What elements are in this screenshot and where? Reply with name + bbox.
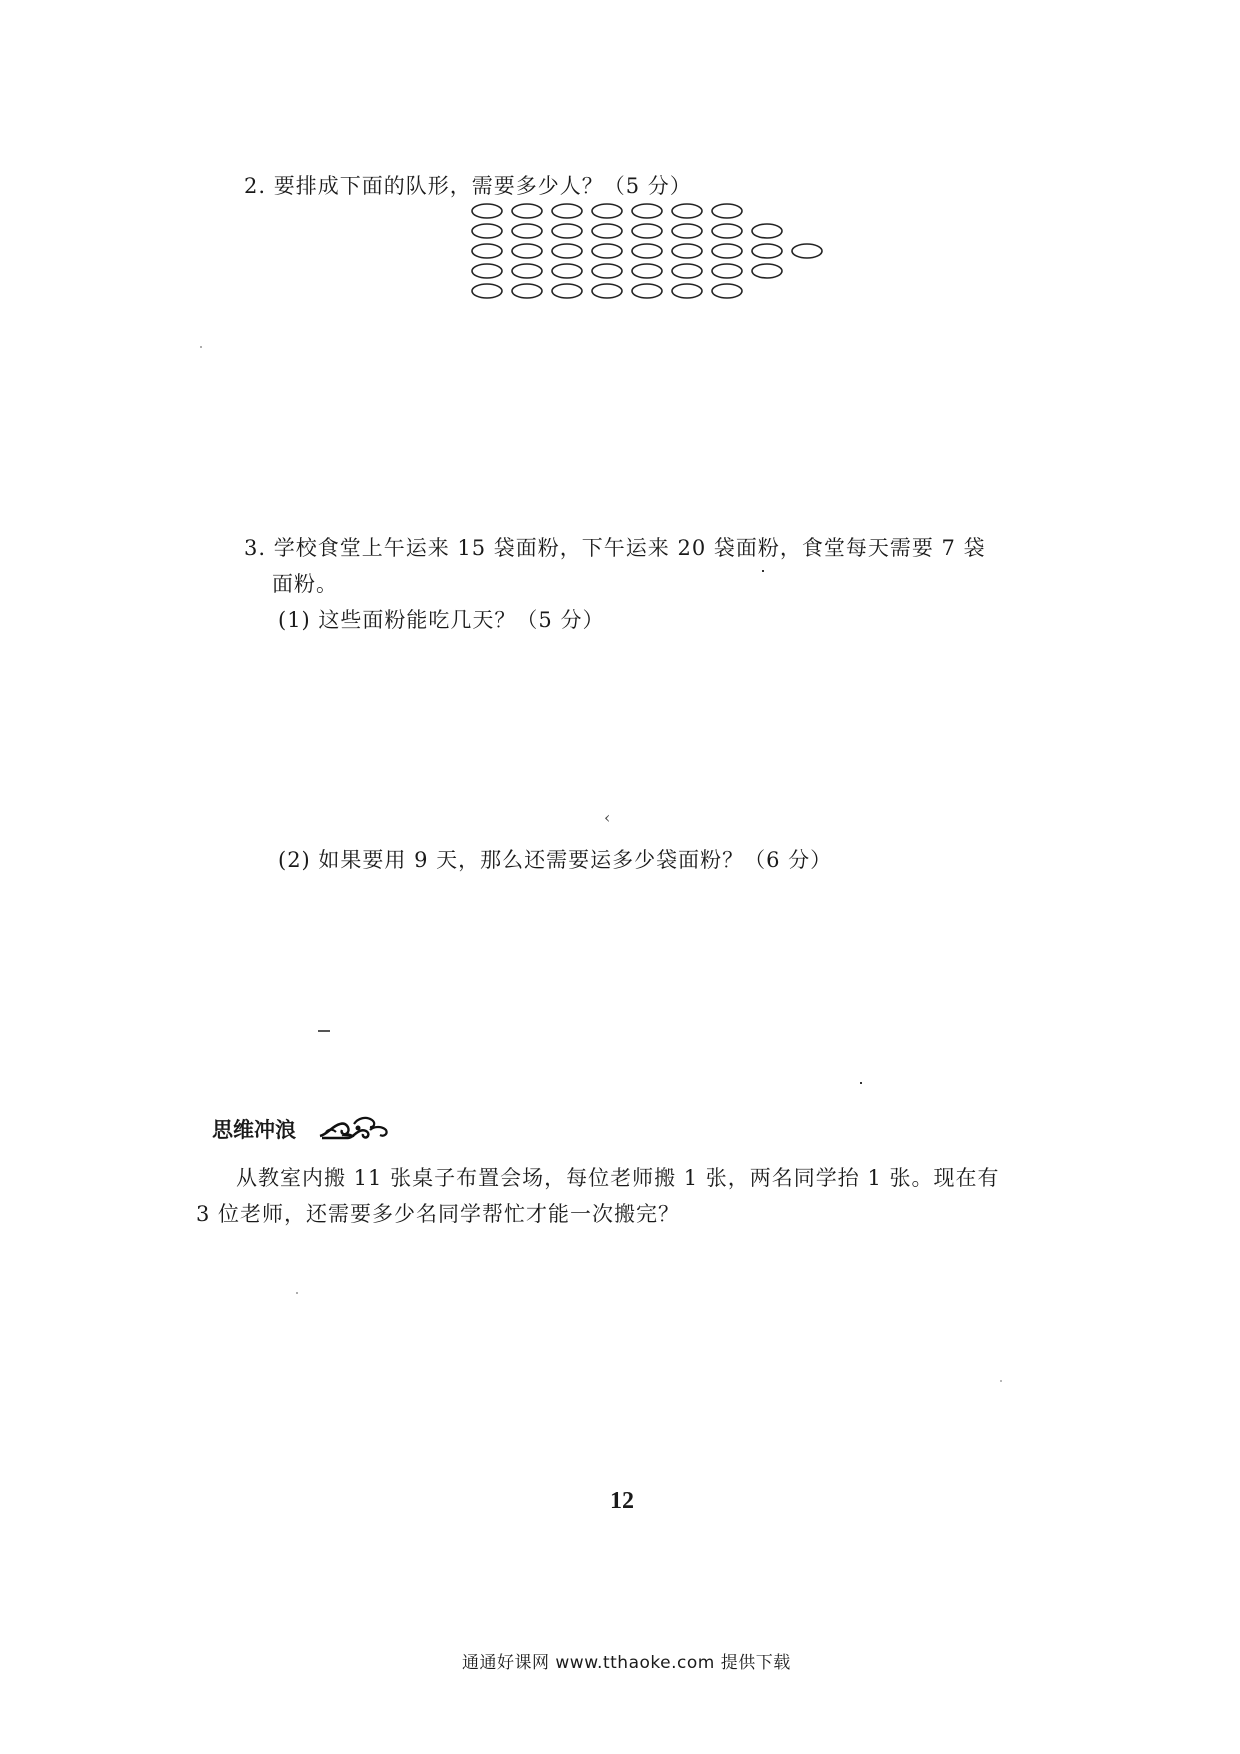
thinking-problem-line-2: 3 位老师，还需要多少名同学帮忙才能一次搬完？ [196,1202,681,1226]
person-ellipse [512,224,542,238]
person-ellipse [592,224,622,238]
person-ellipse [752,264,782,278]
person-ellipse [752,244,782,258]
person-ellipse [712,244,742,258]
person-ellipse [672,244,702,258]
formation-svg [470,200,834,306]
person-ellipse [632,224,662,238]
person-ellipse [512,264,542,278]
person-ellipse [552,244,582,258]
person-ellipse [472,204,502,218]
scan-speck [1000,1380,1002,1382]
person-ellipse [712,264,742,278]
person-ellipse [472,244,502,258]
person-ellipse [672,204,702,218]
scan-speck [200,346,202,348]
question-3-line-2: 面粉。 [272,572,338,596]
thinking-problem-line-1: 从教室内搬 11 张桌子布置会场，每位老师搬 1 张，两名同学抬 1 张。现在有 [236,1166,1000,1190]
person-ellipse [712,224,742,238]
person-ellipse [592,204,622,218]
thinking-section-title: 思维冲浪 [212,1117,296,1142]
dash-mark [318,1030,330,1032]
person-ellipse [512,244,542,258]
person-ellipse [592,244,622,258]
footer-download-note[interactable]: 通通好课网 www.tthaoke.com 提供下载 [462,1653,791,1673]
question-3-line-1: 3. 学校食堂上午运来 15 袋面粉，下午运来 20 袋面粉，食堂每天需要 7 袋 [244,536,986,560]
stray-mark: ‹ [604,808,611,827]
person-ellipse [552,224,582,238]
person-ellipse [672,224,702,238]
question-2-text: 2. 要排成下面的队形，需要多少人？（5 分） [244,174,692,198]
person-ellipse [592,264,622,278]
question-3-sub-2: (2) 如果要用 9 天，那么还需要运多少袋面粉？（6 分） [278,848,833,872]
person-ellipse [792,244,822,258]
person-ellipse [632,204,662,218]
question-3-sub-1: (1) 这些面粉能吃几天？（5 分） [278,608,605,632]
person-ellipse [472,284,502,298]
person-ellipse [472,264,502,278]
person-ellipse [552,264,582,278]
person-ellipse [712,204,742,218]
formation-diagram [470,200,834,310]
person-ellipse [672,264,702,278]
person-ellipse [752,224,782,238]
scan-speck [762,570,764,572]
person-ellipse [632,284,662,298]
person-ellipse [632,264,662,278]
person-ellipse [672,284,702,298]
wave-surf-icon [318,1110,390,1146]
person-ellipse [592,284,622,298]
scan-speck [860,1082,862,1084]
person-ellipse [712,284,742,298]
scan-speck [296,1292,298,1294]
person-ellipse [552,284,582,298]
person-ellipse [512,284,542,298]
person-ellipse [552,204,582,218]
person-ellipse [632,244,662,258]
page-number: 12 [610,1488,634,1514]
person-ellipse [512,204,542,218]
person-ellipse [472,224,502,238]
